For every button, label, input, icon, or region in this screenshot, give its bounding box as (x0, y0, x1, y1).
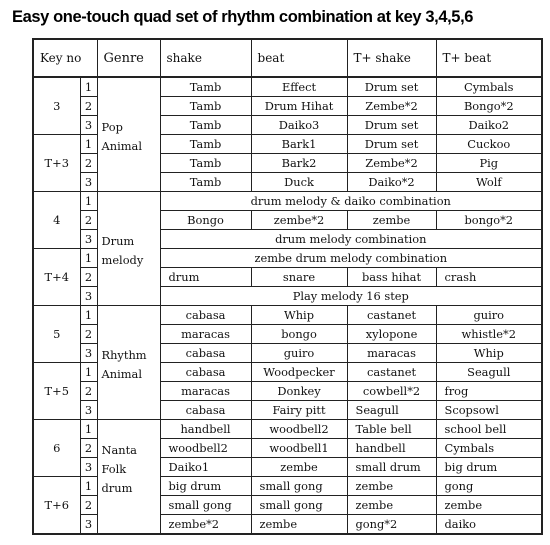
row-number-cell: 3 (80, 344, 97, 363)
beat-cell: Fairy pitt (251, 401, 347, 420)
t-beat-cell: Pig (436, 154, 542, 173)
header-shake: shake (160, 39, 251, 77)
row-number-cell: 3 (80, 230, 97, 249)
t-beat-cell: zembe (436, 496, 542, 515)
beat-cell: woodbell1 (251, 439, 347, 458)
t-beat-cell: daiko (436, 515, 542, 535)
shake-cell: Tamb (160, 173, 251, 192)
key-cell: 6 (33, 420, 80, 477)
shake-cell: Tamb (160, 135, 251, 154)
row-number-cell: 1 (80, 135, 97, 154)
key-cell: 3 (33, 77, 80, 135)
shake-cell: woodbell2 (160, 439, 251, 458)
t-beat-cell: Cymbals (436, 439, 542, 458)
genre-label: Nanta (101, 442, 137, 457)
page-title: Easy one-touch quad set of rhythm combination at key 3,4,5,6 (12, 8, 474, 26)
shake-cell: Tamb (160, 77, 251, 97)
table-body (33, 77, 542, 534)
shake-cell: Tamb (160, 97, 251, 116)
t-beat-cell: crash (436, 268, 542, 287)
table-row (33, 306, 542, 325)
t-shake-cell: Zembe*2 (347, 154, 436, 173)
row-number-cell: 1 (80, 249, 97, 268)
t-beat-cell: Scopsowl (436, 401, 542, 420)
row-number-cell: 2 (80, 496, 97, 515)
t-shake-cell: bass hihat (347, 268, 436, 287)
shake-cell: cabasa (160, 401, 251, 420)
t-shake-cell: cowbell*2 (347, 382, 436, 401)
beat-cell: zembe*2 (251, 211, 347, 230)
shake-cell: maracas (160, 382, 251, 401)
row-number-cell: 2 (80, 268, 97, 287)
t-beat-cell: Bongo*2 (436, 97, 542, 116)
header-row (33, 39, 542, 77)
beat-cell: bongo (251, 325, 347, 344)
combination-cell: drum melody & daiko combination (160, 192, 542, 211)
header-genre: Genre (97, 39, 160, 77)
table-row (33, 192, 542, 211)
t-shake-cell: Table bell (347, 420, 436, 439)
genre-label: melody (101, 252, 144, 267)
t-shake-cell: Drum set (347, 116, 436, 135)
header-key-no: Key no (33, 39, 97, 77)
beat-cell: zembe (251, 458, 347, 477)
row-number-cell: 2 (80, 154, 97, 173)
t-beat-cell: Cuckoo (436, 135, 542, 154)
t-shake-cell: Seagull (347, 401, 436, 420)
row-number-cell: 1 (80, 306, 97, 325)
genre-label: Rhythm (101, 347, 147, 362)
beat-cell: Woodpecker (251, 363, 347, 382)
shake-cell: cabasa (160, 344, 251, 363)
genre-cell (97, 420, 160, 535)
beat-cell: Bark2 (251, 154, 347, 173)
key-cell: T+6 (33, 477, 80, 535)
key-cell: T+4 (33, 249, 80, 306)
row-number-cell: 1 (80, 192, 97, 211)
t-beat-cell: Wolf (436, 173, 542, 192)
beat-cell: Donkey (251, 382, 347, 401)
t-beat-cell: bongo*2 (436, 211, 542, 230)
shake-cell: Tamb (160, 116, 251, 135)
beat-cell: Drum Hihat (251, 97, 347, 116)
key-cell: T+3 (33, 135, 80, 192)
t-shake-cell: gong*2 (347, 515, 436, 535)
row-number-cell: 2 (80, 325, 97, 344)
t-shake-cell: zembe (347, 496, 436, 515)
shake-cell: small gong (160, 496, 251, 515)
beat-cell: Duck (251, 173, 347, 192)
beat-cell: woodbell2 (251, 420, 347, 439)
row-number-cell: 1 (80, 363, 97, 382)
row-number-cell: 3 (80, 515, 97, 535)
genre-label: Animal (101, 366, 142, 381)
beat-cell: Effect (251, 77, 347, 97)
row-number-cell: 2 (80, 97, 97, 116)
t-shake-cell: Drum set (347, 135, 436, 154)
t-shake-cell: zembe (347, 211, 436, 230)
row-number-cell: 3 (80, 287, 97, 306)
header-t-shake: T+ shake (347, 39, 436, 77)
combination-cell: zembe drum melody combination (160, 249, 542, 268)
beat-cell: Bark1 (251, 135, 347, 154)
shake-cell: handbell (160, 420, 251, 439)
shake-cell: big drum (160, 477, 251, 496)
shake-cell: Bongo (160, 211, 251, 230)
t-beat-cell: frog (436, 382, 542, 401)
row-number-cell: 3 (80, 173, 97, 192)
genre-label: Pop (101, 119, 123, 134)
genre-cell (97, 77, 160, 192)
row-number-cell: 1 (80, 77, 97, 97)
table-row (33, 420, 542, 439)
t-shake-cell: Zembe*2 (347, 97, 436, 116)
key-cell: T+5 (33, 363, 80, 420)
t-beat-cell: Daiko2 (436, 116, 542, 135)
t-shake-cell: maracas (347, 344, 436, 363)
beat-cell: small gong (251, 477, 347, 496)
shake-cell: cabasa (160, 363, 251, 382)
t-beat-cell: school bell (436, 420, 542, 439)
key-cell: 4 (33, 192, 80, 249)
shake-cell: drum (160, 268, 251, 287)
shake-cell: Tamb (160, 154, 251, 173)
row-number-cell: 2 (80, 439, 97, 458)
combination-cell: Play melody 16 step (160, 287, 542, 306)
t-shake-cell: Daiko*2 (347, 173, 436, 192)
row-number-cell: 1 (80, 477, 97, 496)
row-number-cell: 3 (80, 458, 97, 477)
t-beat-cell: whistle*2 (436, 325, 542, 344)
beat-cell: Daiko3 (251, 116, 347, 135)
header-beat: beat (251, 39, 347, 77)
beat-cell: Whip (251, 306, 347, 325)
genre-label: Drum (101, 233, 135, 248)
beat-cell: guiro (251, 344, 347, 363)
key-cell: 5 (33, 306, 80, 363)
t-shake-cell: Drum set (347, 77, 436, 97)
t-shake-cell: small drum (347, 458, 436, 477)
beat-cell: small gong (251, 496, 347, 515)
t-shake-cell: castanet (347, 306, 436, 325)
shake-cell: cabasa (160, 306, 251, 325)
t-shake-cell: xylopone (347, 325, 436, 344)
t-shake-cell: handbell (347, 439, 436, 458)
row-number-cell: 2 (80, 211, 97, 230)
beat-cell: zembe (251, 515, 347, 535)
row-number-cell: 3 (80, 401, 97, 420)
t-beat-cell: Whip (436, 344, 542, 363)
t-beat-cell: guiro (436, 306, 542, 325)
table-row (33, 77, 542, 97)
genre-cell (97, 192, 160, 306)
row-number-cell: 1 (80, 420, 97, 439)
t-shake-cell: castanet (347, 363, 436, 382)
t-shake-cell: zembe (347, 477, 436, 496)
row-number-cell: 3 (80, 116, 97, 135)
genre-label: drum (101, 480, 133, 495)
shake-cell: maracas (160, 325, 251, 344)
genre-cell (97, 306, 160, 420)
combination-cell: drum melody combination (160, 230, 542, 249)
shake-cell: zembe*2 (160, 515, 251, 535)
rhythm-combination-table (32, 38, 543, 535)
t-beat-cell: Seagull (436, 363, 542, 382)
t-beat-cell: big drum (436, 458, 542, 477)
beat-cell: snare (251, 268, 347, 287)
t-beat-cell: Cymbals (436, 77, 542, 97)
genre-label: Animal (101, 138, 142, 153)
row-number-cell: 2 (80, 382, 97, 401)
shake-cell: Daiko1 (160, 458, 251, 477)
t-beat-cell: gong (436, 477, 542, 496)
genre-label: Folk (101, 461, 127, 476)
header-t-beat: T+ beat (436, 39, 542, 77)
